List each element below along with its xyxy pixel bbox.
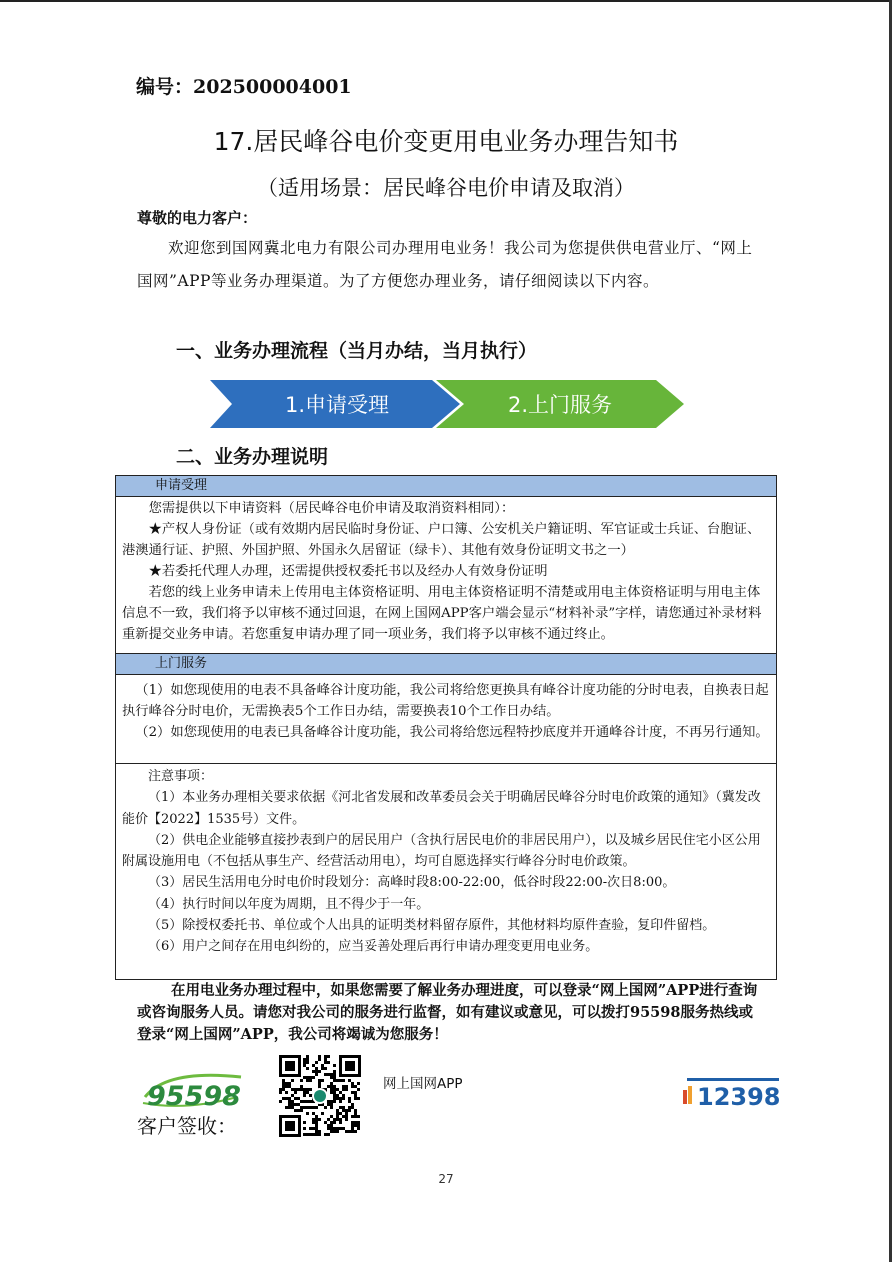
business-instructions-table [115,475,777,980]
note-3: （3）居民生活用电分时电价时段划分：高峰时段8:00-22:00，低谷时段22:00-次日8:00。 [148,875,676,891]
section-heading-process: 一、业务办理流程（当月办结，当月执行） [176,340,538,362]
page-title: 17.居民峰谷电价变更用电业务办理告知书 [213,127,679,156]
note-2: （2）供电企业能够直接抄表到户的居民用户（含执行居民电价的非居民用户），以及城乡居民住宅小区公用附属设施用电（不包括从事生产、经营活动用电），均可自愿选择实行峰谷分时电价政策。 [122,832,761,870]
table-cell-notes [115,763,777,980]
table-cell-apply [115,496,777,654]
page-top-border [0,0,892,2]
apply-line-3: ★若委托代理人办理，还需提供授权委托书以及经办人有效身份证明 [148,564,548,579]
complaint-12398-number: 12398 [697,1083,779,1110]
note-4: （4）执行时间以年度为周期，且不得少于一年。 [148,896,430,912]
document-number: 编号：202500004001 [136,76,352,98]
page-subtitle: （适用场景：居民峰谷电价申请及取消） [257,176,635,200]
table-cell-service [115,674,777,764]
table-header-service: 上门服务 [115,653,777,675]
note-5: （5）除授权委托书、单位或个人出具的证明类材料留存原件，其他材料均原件查验，复印件留档。 [148,918,716,934]
notes-title: 注意事项： [148,769,214,784]
complaint-12398-logo [683,1072,779,1110]
note-6: （6）用户之间存在用电纠纷的，应当妥善处理后再行申请办理变更用电业务。 [148,939,599,955]
intro-paragraph: 欢迎您到国网冀北电力有限公司办理用电业务！我公司为您提供供电营业厅、“网上国网”APP等业务办理渠道。为了方便您办理业务，请仔细阅读以下内容。 [137,239,753,290]
customer-signature-label: 客户签收： [137,1114,237,1138]
apply-line-2: ★产权人身份证（或有效期内居民临时身份证、户口簿、公安机关户籍证明、军官证或士兵证、台胞证、港澳通行证、护照、外国护照、外国永久居留证（绿卡）、其他有效身份证明文书之一） [122,522,761,558]
hotline-95598-number: 95598 [147,1081,241,1112]
greeting: 尊敬的电力客户： [137,209,258,227]
qr-code-label: 网上国网APP [383,1076,463,1092]
closing-text: 在用电业务办理过程中，如果您需要了解业务办理进度，可以登录“网上国网”APP进行查询或咨询服务人员。请您对我公司的服务进行监督，如有建议或意见，可以拨打95598服务热线或登录“网上国网”APP，我公司将竭诚为您服务！ [137,982,758,1043]
hotline-95598-logo [137,1067,247,1112]
flow-step-2-label: 2.上门服务 [507,393,613,417]
process-flow [210,380,685,428]
note-1: （1）本业务办理相关要求依据《河北省发展和改革委员会关于明确居民峰谷分时电价政策的通知》（冀发改能价【2022】1535号）文件。 [122,790,761,827]
table-header-apply: 申请受理 [115,475,777,497]
service-line-1: （1）如您现使用的电表不具备峰谷计度功能，我公司将给您更换具有峰谷计度功能的分时电表，自换表日起执行峰谷分时电价，无需换表5个工作日办结，需要换表10个工作日办结。 [122,683,769,719]
apply-line-4: 若您的线上业务申请未上传用电主体资格证明、用电主体资格证明不清楚或用电主体资格证明与用电主体信息不一致，我们将予以审核不通过回退，在网上国网APP客户端会显示“材料补录”字样，请您通过补录材料重新提交业务申请。若您重复申请办理了同一项业务，我们将予以审核不通过终止。 [122,585,762,642]
service-line-2: （2）如您现使用的电表已具备峰谷计度功能，我公司将给您远程特抄底度并开通峰谷计度，不再另行通知。 [135,725,769,740]
apply-line-1: 您需提供以下申请资料（居民峰谷电价申请及取消资料相同）： [148,501,515,516]
closing-paragraph [137,980,767,1046]
flow-step-1-label: 1.申请受理 [284,393,390,417]
qr-code-icon [277,1053,363,1139]
page-number: 27 [438,1172,454,1186]
section-heading-instructions: 二、业务办理说明 [176,446,329,468]
